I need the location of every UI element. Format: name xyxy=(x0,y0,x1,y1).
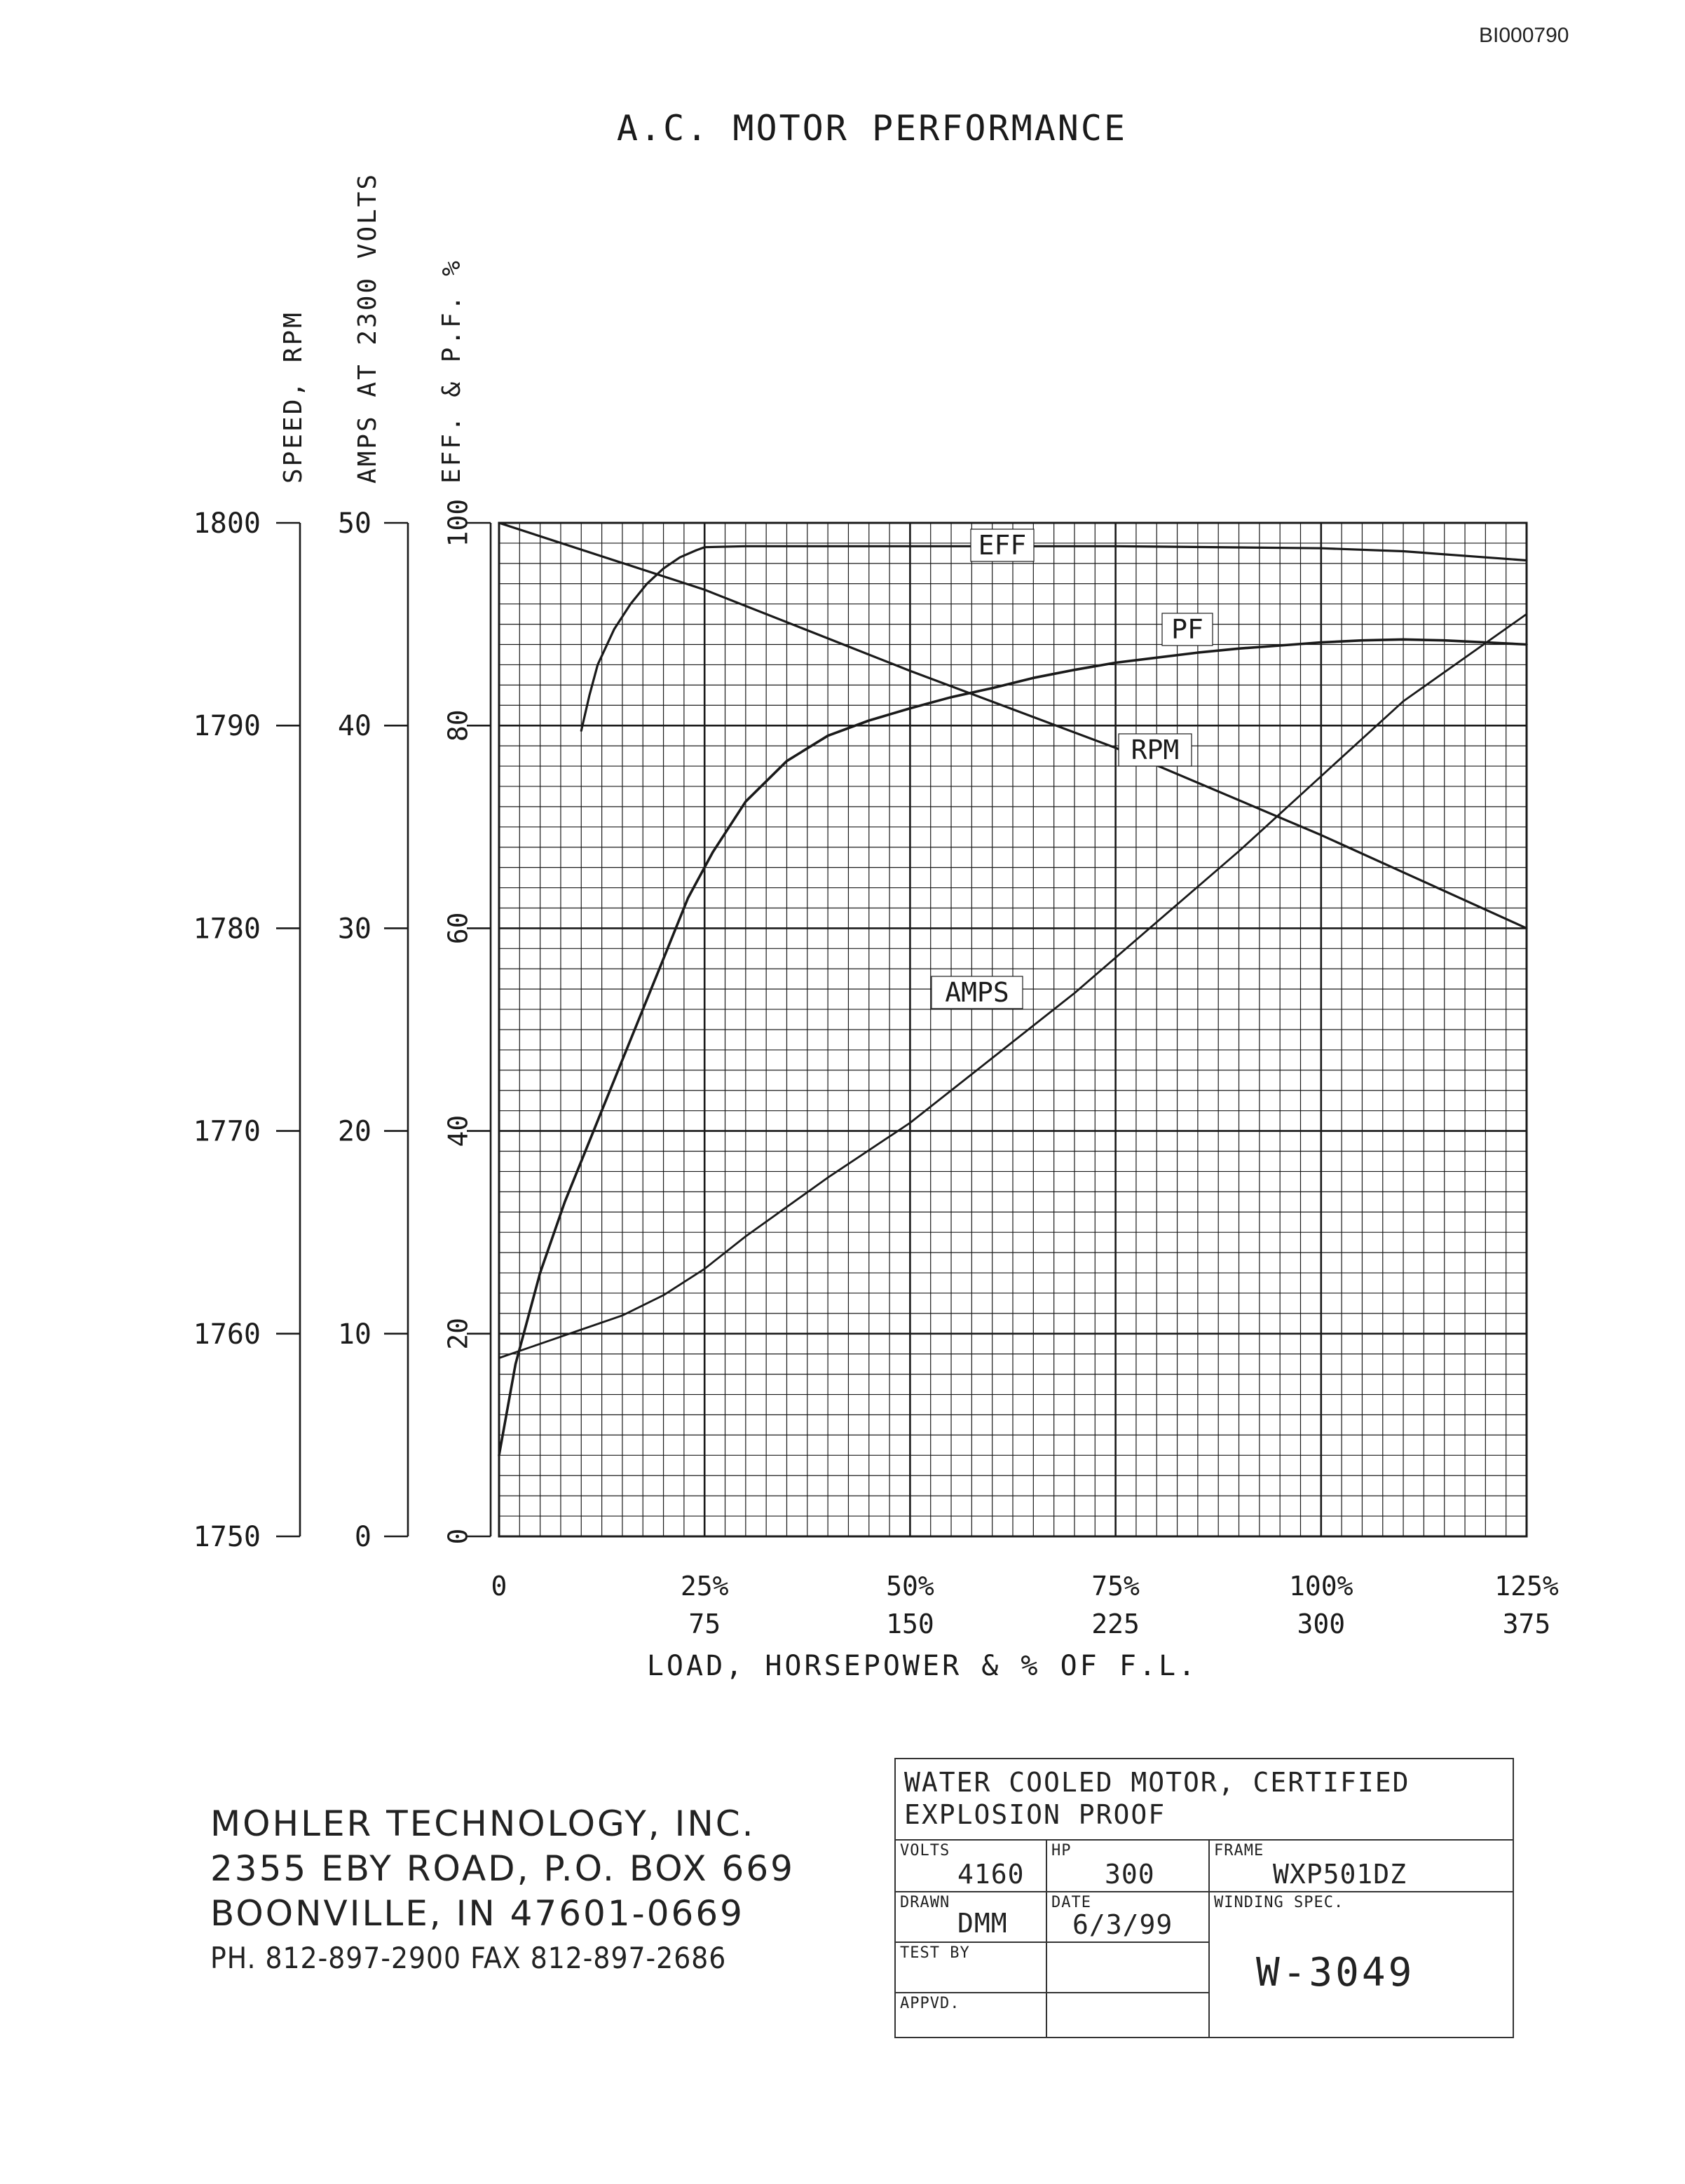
winding-cell xyxy=(1210,1892,1513,2037)
y-axis-rpm-tick-label: 1770 xyxy=(193,1115,261,1148)
y-axis-amps-tick-label: 0 xyxy=(354,1521,371,1553)
y-axis-pct-tick-label: 20 xyxy=(442,1317,474,1350)
y-axis-amps-tick-label: 40 xyxy=(337,710,371,743)
y-axis-rpm-tick-label: 1780 xyxy=(193,913,261,946)
x-tick-label-hp: 300 xyxy=(1297,1609,1346,1639)
y-axis-rpm-tick-label: 1800 xyxy=(193,507,261,540)
frame-label: FRAME xyxy=(1214,1842,1264,1859)
approved-blank-cell xyxy=(1047,1993,1210,2037)
x-tick-label-hp: 225 xyxy=(1091,1609,1140,1639)
company-info xyxy=(210,1801,795,1981)
hp-label: HP xyxy=(1051,1842,1072,1859)
company-city: BOONVILLE, IN 47601-0669 xyxy=(210,1893,744,1934)
x-tick-label-pct: 100% xyxy=(1289,1571,1353,1602)
drawn-cell xyxy=(896,1892,1047,1943)
approved-cell xyxy=(896,1993,1047,2037)
y-axis-amps-tick-label: 50 xyxy=(337,507,371,540)
y-axis-pct-tick-label: 60 xyxy=(442,912,474,945)
series-amps-label: AMPS xyxy=(945,977,1009,1008)
y-axis-amps-tick-label: 20 xyxy=(337,1115,371,1148)
x-tick-label-hp: 375 xyxy=(1502,1609,1551,1639)
y-axis-rpm-tick-label: 1760 xyxy=(193,1318,261,1351)
frame-cell xyxy=(1210,1841,1513,1892)
y-axis-rpm-tick-label: 1790 xyxy=(193,710,261,743)
x-tick-label-hp: 75 xyxy=(688,1609,721,1639)
hp-cell xyxy=(1047,1841,1210,1892)
y-axis-pct-tick-label: 100 xyxy=(442,498,474,547)
chart-title: A.C. MOTOR PERFORMANCE xyxy=(616,108,1128,149)
x-tick-label-pct: 50% xyxy=(886,1571,934,1602)
winding-value: W-3049 xyxy=(1256,1950,1415,1995)
x-tick-label-pct: 0 xyxy=(491,1571,507,1602)
y-axis-amps-title: AMPS AT 2300 VOLTS xyxy=(353,172,382,484)
y-axis-pct-title: EFF. & P.F. % xyxy=(437,259,466,484)
x-tick-label-pct: 125% xyxy=(1494,1571,1559,1602)
winding-label: WINDING SPEC. xyxy=(1214,1894,1344,1911)
company-phone: PH. 812-897-2900 FAX 812-897-2686 xyxy=(210,1941,727,1975)
y-axis-rpm-title: SPEED, RPM xyxy=(279,310,308,484)
series-rpm-label: RPM xyxy=(1131,735,1180,765)
motor-description: WATER COOLED MOTOR, CERTIFIED EXPLOSION PROOF xyxy=(896,1759,1513,1841)
y-axis-amps-tick-label: 30 xyxy=(337,913,371,946)
document-id: BI000790 xyxy=(1479,24,1569,47)
date-cell xyxy=(1047,1892,1210,1943)
drawn-label: DRAWN xyxy=(900,1894,950,1911)
series-pf-label: PF xyxy=(1171,614,1203,645)
drawn-value: DMM xyxy=(957,1908,1008,1939)
y-axis-pct-tick-label: 40 xyxy=(442,1114,474,1147)
y-axis-pct-tick-label: 0 xyxy=(442,1528,474,1545)
volts-label: VOLTS xyxy=(900,1842,950,1859)
x-tick-label-hp: 150 xyxy=(886,1609,934,1639)
date-label: DATE xyxy=(1051,1894,1091,1911)
company-name: MOHLER TECHNOLOGY, INC. xyxy=(210,1803,756,1844)
y-axis-pct-tick-label: 80 xyxy=(442,709,474,742)
x-axis-label: LOAD, HORSEPOWER & % OF F.L. xyxy=(646,1650,1199,1682)
frame-value: WXP501DZ xyxy=(1273,1859,1407,1890)
y-axis-rpm-tick-label: 1750 xyxy=(193,1521,261,1553)
date-value: 6/3/99 xyxy=(1072,1909,1173,1940)
volts-cell xyxy=(896,1841,1047,1892)
x-tick-label-pct: 75% xyxy=(1091,1571,1140,1602)
company-address: 2355 EBY ROAD, P.O. BOX 669 xyxy=(210,1848,795,1889)
hp-value: 300 xyxy=(1105,1859,1155,1890)
y-axis-amps-tick-label: 10 xyxy=(337,1318,371,1351)
test-by-cell xyxy=(896,1943,1047,1993)
test-by-label: TEST BY xyxy=(900,1944,970,1962)
series-eff-label: EFF xyxy=(978,530,1027,561)
test-by-blank-cell xyxy=(1047,1943,1210,1993)
approved-label: APPVD. xyxy=(900,1995,960,2012)
volts-value: 4160 xyxy=(957,1859,1025,1890)
title-block xyxy=(894,1758,1514,2038)
x-tick-label-pct: 25% xyxy=(680,1571,729,1602)
